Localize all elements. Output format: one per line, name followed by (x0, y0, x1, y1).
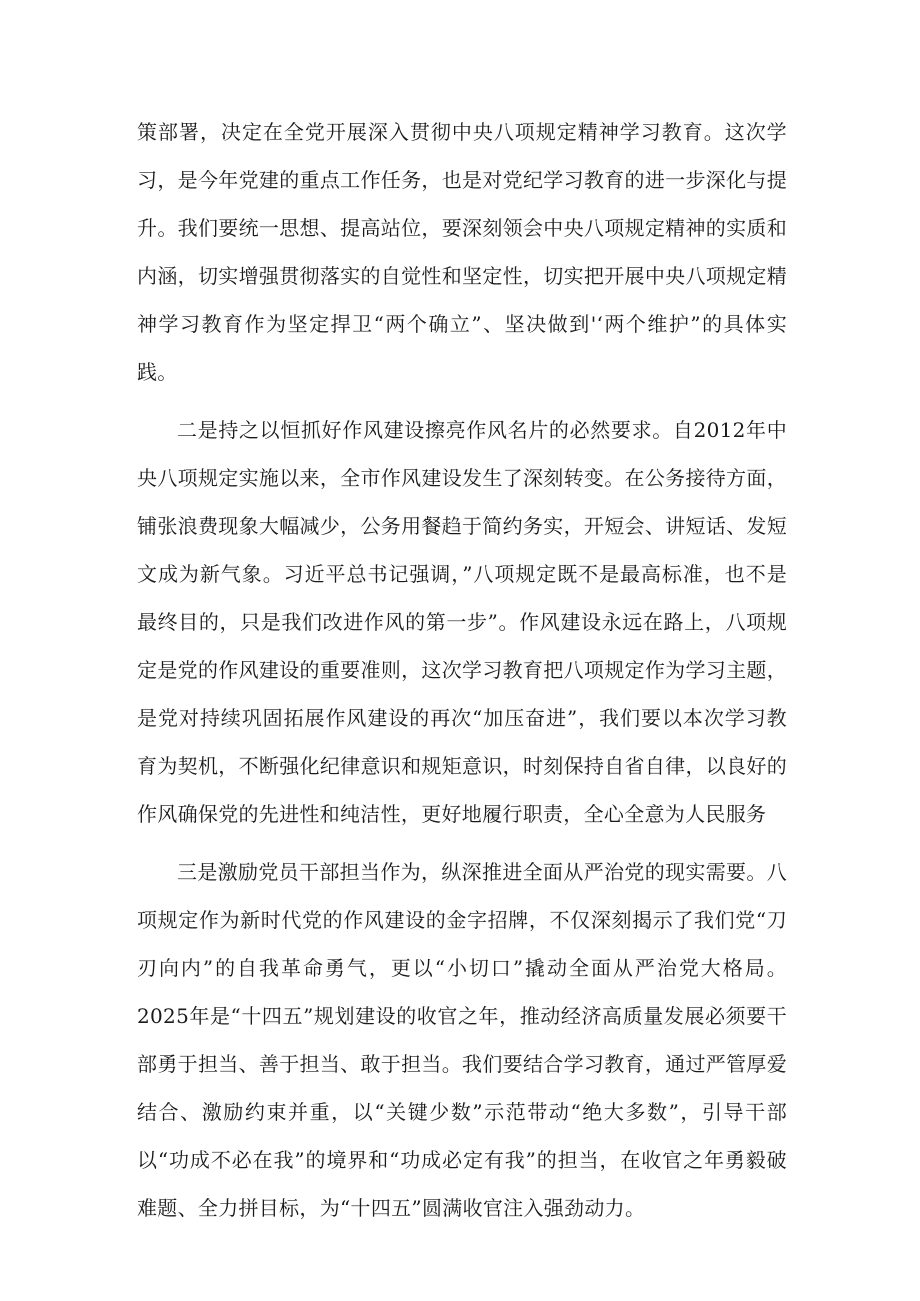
paragraph-continuation: 策部署，决定在全党开展深入贯彻中央八项规定精神学习教育。这次学习，是今年党建的重点工作任务，也是对党纪学习教育的进一步深化与提升。我们要统一思想、提高站位，要深刻领会中央八项规定精神的实质和内涵，切实增强贯彻落实的自觉性和坚定性，切实把开展中央八项规定精神学习教育作为坚定捍卫“两个确立”、坚决做到'‘两个维护”的具体实践。 (137, 120, 787, 384)
paragraph-point-two: 二是持之以恒抓好作风建设擦亮作风名片的必然要求。自2012年中央八项规定实施以来，全市作风建设发生了深刻转变。在公务接待方面，铺张浪费现象大幅减少，公务用餐趋于简约务实，开短会、讲短话、发短文成为新气象。习近平总书记强调，”八项规定既不是最高标准，也不是最终目的，只是我们改进作风的第一步”。作风建设永远在路上，八项规定是党的作风建设的重要准则，这次学习教育把八项规定作为学习主题，是党对持续巩固拓展作风建设的再次“加压奋进”，我们要以本次学习教育为契机，不断强化纪律意识和规矩意识，时刻保持自省自律，以良好的作风确保党的先进性和纯洁性，更好地履行职责，全心全意为人民服务 (137, 418, 787, 826)
paragraph-point-three: 三是激励党员干部担当作为，纵深推进全面从严治党的现实需要。八项规定作为新时代党的作风建设的金字招牌，不仅深刻揭示了我们党“刀刃向内”的自我革命勇气，更以“小切口”撬动全面从严治党大格局。2025年是“十四五”规划建设的收官之年，推动经济高质量发展必须要干部勇于担当、善于担当、敢于担当。我们要结合学习教育，通过严管厚爱结合、激励约束并重，以“关键少数”示范带动“绝大多数”，引导干部以“功成不必在我”的境界和“功成必定有我”的担当，在收官之年勇毅破难题、全力拼目标，为“十四五”圆满收官注入强劲动力。 (137, 860, 787, 1220)
document-body (137, 108, 787, 1242)
